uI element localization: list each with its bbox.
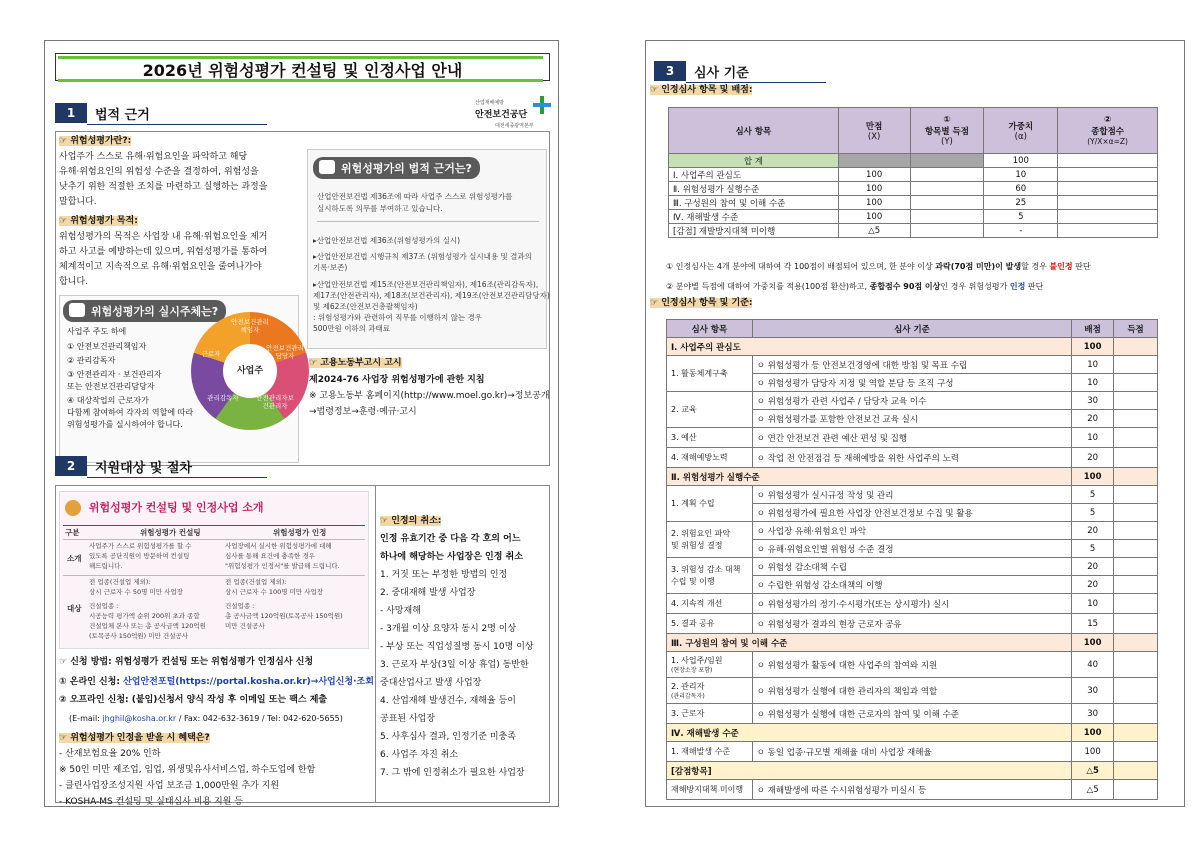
cancel-line: 6. 사업주 자진 취소 bbox=[380, 750, 459, 760]
purpose-line: 체계적이고 지속적으로 유해·위험요인을 줄여나가야 bbox=[59, 262, 262, 272]
actor-item: 사업주 주도 하에 bbox=[67, 327, 127, 336]
contact-line: (E-mail: jhghil@kosha.or.kr / Fax: 042-632-3619 / Tel: 042-620-5655) bbox=[69, 714, 343, 723]
cancel-line: - 부상 또는 직업성질병 동시 10명 이상 bbox=[380, 642, 534, 652]
intro-banner: 위험성평가 컨설팅 및 인정사업 소개 bbox=[65, 499, 264, 516]
cancel-line: 2. 중대재해 발생 사업장 bbox=[380, 588, 476, 598]
what-line: 유해·위험요인의 위험성 수준을 결정하여, 위험성을 bbox=[59, 167, 259, 177]
criteria-row: 4. 재해예방노력 ㅇ 작업 전 안전점검 등 재해예방을 위한 사업주의 노력 20 bbox=[667, 448, 1158, 468]
basis-item: 500만원 이하의 과태료 bbox=[313, 324, 391, 333]
score-heading: ☞ 인정심사 항목 및 배점: bbox=[650, 85, 753, 95]
score-row: Ⅱ. 위험성평가 실행수준 100 60 bbox=[669, 182, 1158, 196]
criteria-row: ㅇ 위험성평가 담당자 지정 및 역할 분담 등 조직 구성 10 bbox=[667, 374, 1158, 392]
score-row: Ⅳ. 재해발생 수준 100 5 bbox=[669, 210, 1158, 224]
person-icon bbox=[69, 303, 85, 317]
basis-item: ▸산업안전보건법 시행규칙 제37조 (위험성평가 실시내용 및 결과의 bbox=[313, 252, 532, 261]
score-row: [감점] 재발방지대책 미이행 △5 - bbox=[669, 224, 1158, 238]
criteria-row: 3. 근로자 ㅇ 위험성평가 실행에 대한 근로자의 참여 및 이해 수준 30 bbox=[667, 704, 1158, 724]
criteria-heading: ☞ 인정심사 항목 및 기준: bbox=[650, 298, 753, 308]
purpose-line: 위험성평가의 목적은 사업장 내 유해·위험요인을 제거 bbox=[59, 232, 268, 242]
criteria-row: 1. 재해발생 수준 ㅇ 동일 업종·규모별 재해율 대비 사업장 재해율 100 bbox=[667, 742, 1158, 762]
benefit-line: - KOSHA-MS 컨설팅 및 실태심사 비용 지원 등 bbox=[59, 797, 243, 807]
actor-item: 다함께 참여하여 각자의 역할에 따라 bbox=[67, 408, 194, 417]
basis-item: ▸산업안전보건법 제36조(위험성평가의 실시) bbox=[313, 236, 461, 245]
page-left: 2026년 위험성평가 컨설팅 및 인정사업 안내 1 법적 근거 산업재해예방 안전보건공단 대전세종광역본부 ☞ 위험성평가란?: 사업주가 스스로 유해·위험요인을 파악하고 해당 유해·위험요인의 위험성 수준을 결정하여, 위험성을 낮추기 위한 적절한 조치를 마련하고 실행하는 과정을 말합니다. ☞ 위험성평가 목적: 위험성평가의 목적은 사업장 내 유해·위험요인을 제거 하고 사고를 예방하는데 있으며, 위험성평가를 통하여 체계적이고 지속적으로 유해·위험요인을 줄여나가야 합니다. 위험성평가의 실시주체는? 사업주 주도 하에 ① 안전보건관리책임자 ② 관리감독자 ③ 안전관리자 · 보건관리자 또는 안전보건관리담당자 ④ 대상작업의 근로자가 다함께 참여하여 각자의 역할에 따라 위험성평가를 실시하여야 합니다. 사업주 안전보건관리책임자 안전보건관리담당자 안전관리자보건관리자 관리감독자 근로자 위험성평가의 법적 근거는? 산업안전보건법 제36조에 따라 사업주 스스로 위험성평가를 실시하도록 의무를 부여하고 있습니다. ▸산업안전보건법 제36조(위험성평가의 실시) ▸산업안전보건법 시행규칙 제37조 (위험성평가 실시내용 및 결과의 기록·보존) ▸산업안전보건법 제15조(안전보건관리책임자), 제16조(관리감독자), 제17조(안전관리자), 제18조(보건관리자), 제19조(안전보건관리담당자) 및 제62조(안전보건총괄책임자) : 위험성평가와 관련하여 직무를 이행하지 않는 경우 500만원 이하의 과태료 ☞ 고용노동부고시 고시 제2024-76 사업장 위험성평가에 관한 지침 ※ 고용노동부 홈페이지(http://www.moel.go.kr)→정보공개 →법령정보→훈령·예규·고시 2 지원대상 및 절차 위험성평가 컨설팅 및 인정사업 소개 구분 위험성평가 컨설팅 위험성평가 인정 소개 사업주가 스스로 위험성평가를 할 수 있도록 공단직원이 방문하여 컨설팅 해드립니다. 사업장에서 실시한 위험성평가에 대해 심사를 통해 요건에 충족한 경우 "위험성평가 인정서"를 발급해 드립니다. 대상 전 업종(건설업 제외): 상시 근로자 수 50명 미만 사업장 건설업종 : 시공능력 평가액 순위 200위 초과 종합 건설업체 본사 또는 총 공사금액 120억원 (토목공사 150억원) 미만 건설공사 전 업종(건설업 제외): 상시 근로자 수 100명 미만 사업장 건설업종 : 총 공사금액 120억원(토목공사 150억원) 미만 건설공사 ☞ 신청 방법: 위험성평가 컨설팅 또는 위험성평가 인정심사 신청 ① 온라인 신청: 산업안전포털(https://portal.kosha.or.kr)→사업신청·조회 ② 오프라인 신청: (붙임)신청서 양식 작성 후 이메일 또는 팩스 제출 (E-mail: jhghil@kosha.or.kr / Fax: 042-632-3619 / Tel: 042-620-5655) ☞ 위험성평가 인정을 받을 시 혜택은? - 산재보험요율 20% 인하 ※ 50인 미만 제조업, 임업, 위생및유사서비스업, 하수도업에 한함 - 클린사업장조성지원 사업 보조금 1,000만원 추가 지원 - KOSHA-MS 컨설팅 및 실태심사 비용 지원 등 ☞ 인정의 취소: 인정 유효기간 중 다음 각 호의 어느 하나에 해당하는 사업장은 인정 취소 1. 거짓 또는 부정한 방법의 인정 2. 중대재해 발생 사업장 - 사망재해 - 3개월 이상 요양자 동시 2명 이상 - 부상 또는 직업성질병 동시 10명 이상 3. 근로자 부상(3일 이상 휴업) 동반한 중대산업사고 발생 사업장 4. 산업재해 발생건수, 재해율 등이 공표된 사업장 5. 사후심사 결과, 인정기준 미충족 6. 사업주 자진 취소 7. 그 밖에 인정취소가 필요한 사업장 bbox=[44, 40, 559, 807]
actor-item: 위험성평가를 실시하여야 합니다. bbox=[67, 420, 183, 429]
basis-banner: 위험성평가의 법적 근거는? bbox=[313, 157, 480, 179]
document-title-box bbox=[55, 53, 550, 81]
section-3-header: 3 심사 기준 bbox=[654, 61, 834, 81]
benefit-line: - 클린사업장조성지원 사업 보조금 1,000만원 추가 지원 bbox=[59, 781, 280, 791]
basis-item: : 위험성평가와 관련하여 직무를 이행하지 않는 경우 bbox=[313, 313, 482, 322]
cancel-line: - 사망재해 bbox=[380, 606, 421, 616]
cancel-line: 5. 사후심사 결과, 인정기준 미충족 bbox=[380, 732, 516, 742]
criteria-row: 1. 계획 수립 ㅇ 위험성평가 실시규정 작성 및 관리 5 bbox=[667, 486, 1158, 504]
criteria-row: 1. 활동체계구축 ㅇ 위험성평가 등 안전보건경영에 대한 방침 및 목표 수립 10 bbox=[667, 356, 1158, 374]
notice-line: →법령정보→훈령·예규·고시 bbox=[309, 407, 417, 417]
cancel-line: 공표된 사업장 bbox=[380, 714, 436, 724]
benefit-line: - 산재보험요율 20% 인하 bbox=[59, 749, 161, 759]
criteria-section-row: Ⅳ. 재해발생 수준 100 bbox=[667, 724, 1158, 742]
note-2: ② 분야별 득점에 대하여 가중치를 적용(100점 환산)하고, 종합점수 90점 이상인 경우 위험성평가 인정 판단 bbox=[666, 282, 1044, 291]
purpose-line: 하고 사고를 예방하는데 있으며, 위험성평가를 통하여 bbox=[59, 247, 268, 257]
logo-mark-icon bbox=[533, 96, 551, 114]
purpose-line: 합니다. bbox=[59, 277, 88, 287]
criteria-row: 2. 교육 ㅇ 위험성평가 관련 사업주 / 담당자 교육 이수 30 bbox=[667, 392, 1158, 410]
notice-line: ※ 고용노동부 홈페이지(http://www.moel.go.kr)→정보공개 bbox=[309, 391, 550, 401]
what-line: 낮추기 위한 적절한 조치를 마련하고 실행하는 과정을 bbox=[59, 182, 268, 192]
email-link[interactable]: jhghil@kosha.or.kr bbox=[102, 714, 177, 723]
actor-banner: 위험성평가의 실시주체는? bbox=[63, 300, 226, 322]
score-row: Ⅰ. 사업주의 관심도 100 10 bbox=[669, 168, 1158, 182]
score-table: 심사 항목 만점 (X) ① 항목별 득점 (Y) 가중치 (α) ② 종합점수 (Y/X×α=Z) 합 계 100 Ⅰ. 사업주의 관심도 100 10 Ⅱ. 위험성평가 실행수준 100 60 Ⅲ. 구성원의 참여 및 이해 수준 100 25 Ⅳ. 재해발생 수준 100 5 [감점] 재발방지대책 미이행 △5 - bbox=[668, 107, 1158, 238]
section-2-header: 2 지원대상 및 절차 bbox=[55, 456, 265, 476]
consult-icon bbox=[65, 500, 81, 516]
criteria-section-row: [감점항목] △5 bbox=[667, 762, 1158, 780]
score-row: Ⅲ. 구성원의 참여 및 이해 수준 100 25 bbox=[669, 196, 1158, 210]
criteria-row: 1. 사업주/임원 (현장소장 포함) ㅇ 위험성평가 활동에 대한 사업주의 참여와 지원 40 bbox=[667, 652, 1158, 678]
benefit-line: ※ 50인 미만 제조업, 임업, 위생및유사서비스업, 하수도업에 한함 bbox=[59, 765, 316, 775]
cancel-line: 중대산업사고 발생 사업장 bbox=[380, 678, 482, 688]
cancel-line: 4. 산업재해 발생건수, 재해율 등이 bbox=[380, 696, 516, 706]
criteria-row: 3. 위험성 감소 대책 수립 및 이행 ㅇ 위험성 감소대책 수립 20 bbox=[667, 558, 1158, 576]
kosha-logo: 산업재해예방 안전보건공단 대전세종광역본부 bbox=[473, 96, 553, 136]
basis-item: ▸산업안전보건법 제15조(안전보건관리책임자), 제16조(관리감독자), bbox=[313, 280, 539, 289]
criteria-row: 4. 지속적 개선 ㅇ 위험성평가의 정기·수시평가(또는 상시평가) 실시 10 bbox=[667, 594, 1158, 614]
criteria-row: 2. 위험요인 파악 및 위험성 결정 ㅇ 사업장 유해·위험요인 파악 20 bbox=[667, 522, 1158, 540]
notice-title: 제2024-76 사업장 위험성평가에 관한 지침 bbox=[309, 375, 485, 385]
actor-item: ② 관리감독자 bbox=[67, 356, 116, 365]
basis-intro: 실시하도록 의무를 부여하고 있습니다. bbox=[317, 204, 443, 213]
section-1-header: 1 법적 근거 bbox=[55, 103, 265, 123]
basis-item: 및 제62조(안전보건총괄책임자) bbox=[313, 302, 418, 311]
purpose-heading: ☞ 위험성평가 목적: bbox=[59, 216, 138, 226]
benefit-heading: ☞ 위험성평가 인정을 받을 시 혜택은? bbox=[59, 733, 210, 743]
cancel-heading: ☞ 인정의 취소: bbox=[380, 516, 442, 526]
online-apply: ① 온라인 신청: 산업안전포털(https://portal.kosha.or.kr)→사업신청·조회 bbox=[59, 677, 374, 687]
basis-item: 제17조(안전관리자), 제18조(보건관리자), 제19조(안전보건관리담당자) bbox=[313, 291, 550, 300]
basis-intro: 산업안전보건법 제36조에 따라 사업주 스스로 위험성평가를 bbox=[317, 192, 513, 201]
document-title: 2026년 위험성평가 컨설팅 및 인정사업 안내 bbox=[142, 61, 463, 80]
cancel-line: - 3개월 이상 요양자 동시 2명 이상 bbox=[380, 624, 517, 634]
basis-item: 기록·보존) bbox=[313, 263, 348, 272]
criteria-row: 5. 결과 공유 ㅇ 위험성평가 결과의 현장 근로자 공유 15 bbox=[667, 614, 1158, 634]
criteria-row: 3. 예산 ㅇ 연간 안전보건 관련 예산 편성 및 집행 10 bbox=[667, 428, 1158, 448]
actor-item: ① 안전보건관리책임자 bbox=[67, 342, 147, 351]
total-row: 합 계 100 bbox=[669, 154, 1158, 168]
notice-heading: ☞ 고용노동부고시 고시 bbox=[309, 358, 402, 368]
what-line: 사업주가 스스로 유해·위험요인을 파악하고 해당 bbox=[59, 152, 248, 162]
criteria-row: ㅇ 수립한 위험성 감소대책의 이행 20 bbox=[667, 576, 1158, 594]
cancel-line: 인정 유효기간 중 다음 각 호의 어느 bbox=[380, 534, 521, 544]
what-heading: ☞ 위험성평가란?: bbox=[59, 136, 132, 146]
criteria-section-row: Ⅰ. 사업주의 관심도 100 bbox=[667, 338, 1158, 356]
phone-icon bbox=[319, 160, 335, 174]
criteria-row: ㅇ 위험성평가에 필요한 사업장 안전보건정보 수집 및 활용 5 bbox=[667, 504, 1158, 522]
page-right bbox=[645, 40, 1185, 807]
criteria-row: 2. 관리자 (관리감독자) ㅇ 위험성평가 실행에 대한 관리자의 책임과 역할 30 bbox=[667, 678, 1158, 704]
criteria-section-row: Ⅱ. 위험성평가 실행수준 100 bbox=[667, 468, 1158, 486]
note-1: ① 인정심사는 4개 분야에 대하여 각 100점이 배점되어 있으며, 한 분야 이상 과락(70점 미만)이 발생할 경우 불인정 판단 bbox=[666, 262, 1091, 271]
actor-wheel: 사업주 안전보건관리책임자 안전보건관리담당자 안전관리자보건관리자 관리감독자 근로자 bbox=[191, 312, 309, 430]
cancel-line: 3. 근로자 부상(3일 이상 휴업) 동반한 bbox=[380, 660, 529, 670]
criteria-row: ㅇ 위험성평가를 포함한 안전보건 교육 실시 20 bbox=[667, 410, 1158, 428]
apply-heading: ☞ 신청 방법: 위험성평가 컨설팅 또는 위험성평가 인정심사 신청 bbox=[59, 657, 314, 667]
offline-apply: ② 오프라인 신청: (붙임)신청서 양식 작성 후 이메일 또는 팩스 제출 bbox=[59, 695, 328, 705]
cancel-line: 7. 그 밖에 인정취소가 필요한 사업장 bbox=[380, 768, 525, 778]
criteria-row: ㅇ 유해·위험요인별 위험성 수준 결정 5 bbox=[667, 540, 1158, 558]
actor-item: ③ 안전관리자 · 보건관리자 bbox=[67, 370, 162, 379]
criteria-table: 심사 항목 심사 기준 배점 득점 Ⅰ. 사업주의 관심도 100 1. 활동체계구축 ㅇ 위험성평가 등 안전보건경영에 대한 방침 및 목표 수립 10 ㅇ 위험성평가 담당자 지정 및 역할 분담 등 조직 구성 10 2. 교육 ㅇ 위험성평가 관련 사업주 / 담당자 교육 이수 30 ㅇ 위험성평가를 포함한 안전보건 교육 실시 20 3. 예산 ㅇ 연간 안전보건 관련 예산 편성 및 집행 10 4. 재해예방노력 ㅇ 작업 전 안전점검 등 재해예방을 위한 사업주의 노력 20 Ⅱ. 위험성평가 실행수준 100 1. 계획 수립 ㅇ 위험성평가 실시규정 작성 및 관리 5 ㅇ 위험성평가에 필요한 사업장 안전보건정보 수집 및 활용 5 2. 위험요인 파악 및 위험성 결정 ㅇ 사업장 유해·위험요인 파악 20 ㅇ 유해·위험요인별 위험성 수준 결정 5 3. 위험성 감소 대책 수립 및 이행 ㅇ 위험성 감소대책 수립 20 ㅇ 수립한 위험성 감소대책의 이행 20 4. 지속적 개선 ㅇ 위험성평가의 정기·수시평가(또는 상시평가) 실시 10 5. 결과 공유 ㅇ 위험성평가 결과의 현장 근로자 공유 15 Ⅲ. 구성원의 참여 및 이해 수준 100 1. 사업주/임원 (현장소장 포함) ㅇ 위험성평가 활동에 대한 사업주의 참여와 지원 40 2. 관리자 (관리감독자) ㅇ 위험성평가 실행에 대한 관리자의 책임과 역할 30 3. 근로자 ㅇ 위험성평가 실행에 대한 근로자의 참여 및 이해 수준 30 Ⅳ. 재해발생 수준 100 1. 재해발생 수준 ㅇ 동일 업종·규모별 재해율 대비 사업장 재해율 100 [감점항목] △5 재해방지대책 미이행 ㅇ 재해발생에 따른 수시위험성평가 미실시 등 △5 bbox=[666, 319, 1158, 800]
criteria-row: 재해방지대책 미이행 ㅇ 재해발생에 따른 수시위험성평가 미실시 등 △5 bbox=[667, 780, 1158, 800]
cancel-line: 하나에 해당하는 사업장은 인정 취소 bbox=[380, 552, 523, 562]
portal-link[interactable]: 산업안전포털(https://portal.kosha.or.kr)→사업신청·조회 bbox=[123, 677, 374, 687]
actor-item: 또는 안전보건관리담당자 bbox=[67, 382, 155, 391]
cancel-line: 1. 거짓 또는 부정한 방법의 인정 bbox=[380, 570, 508, 580]
criteria-section-row: Ⅲ. 구성원의 참여 및 이해 수준 100 bbox=[667, 634, 1158, 652]
what-line: 말합니다. bbox=[59, 197, 97, 207]
actor-item: ④ 대상작업의 근로자가 bbox=[67, 396, 149, 405]
